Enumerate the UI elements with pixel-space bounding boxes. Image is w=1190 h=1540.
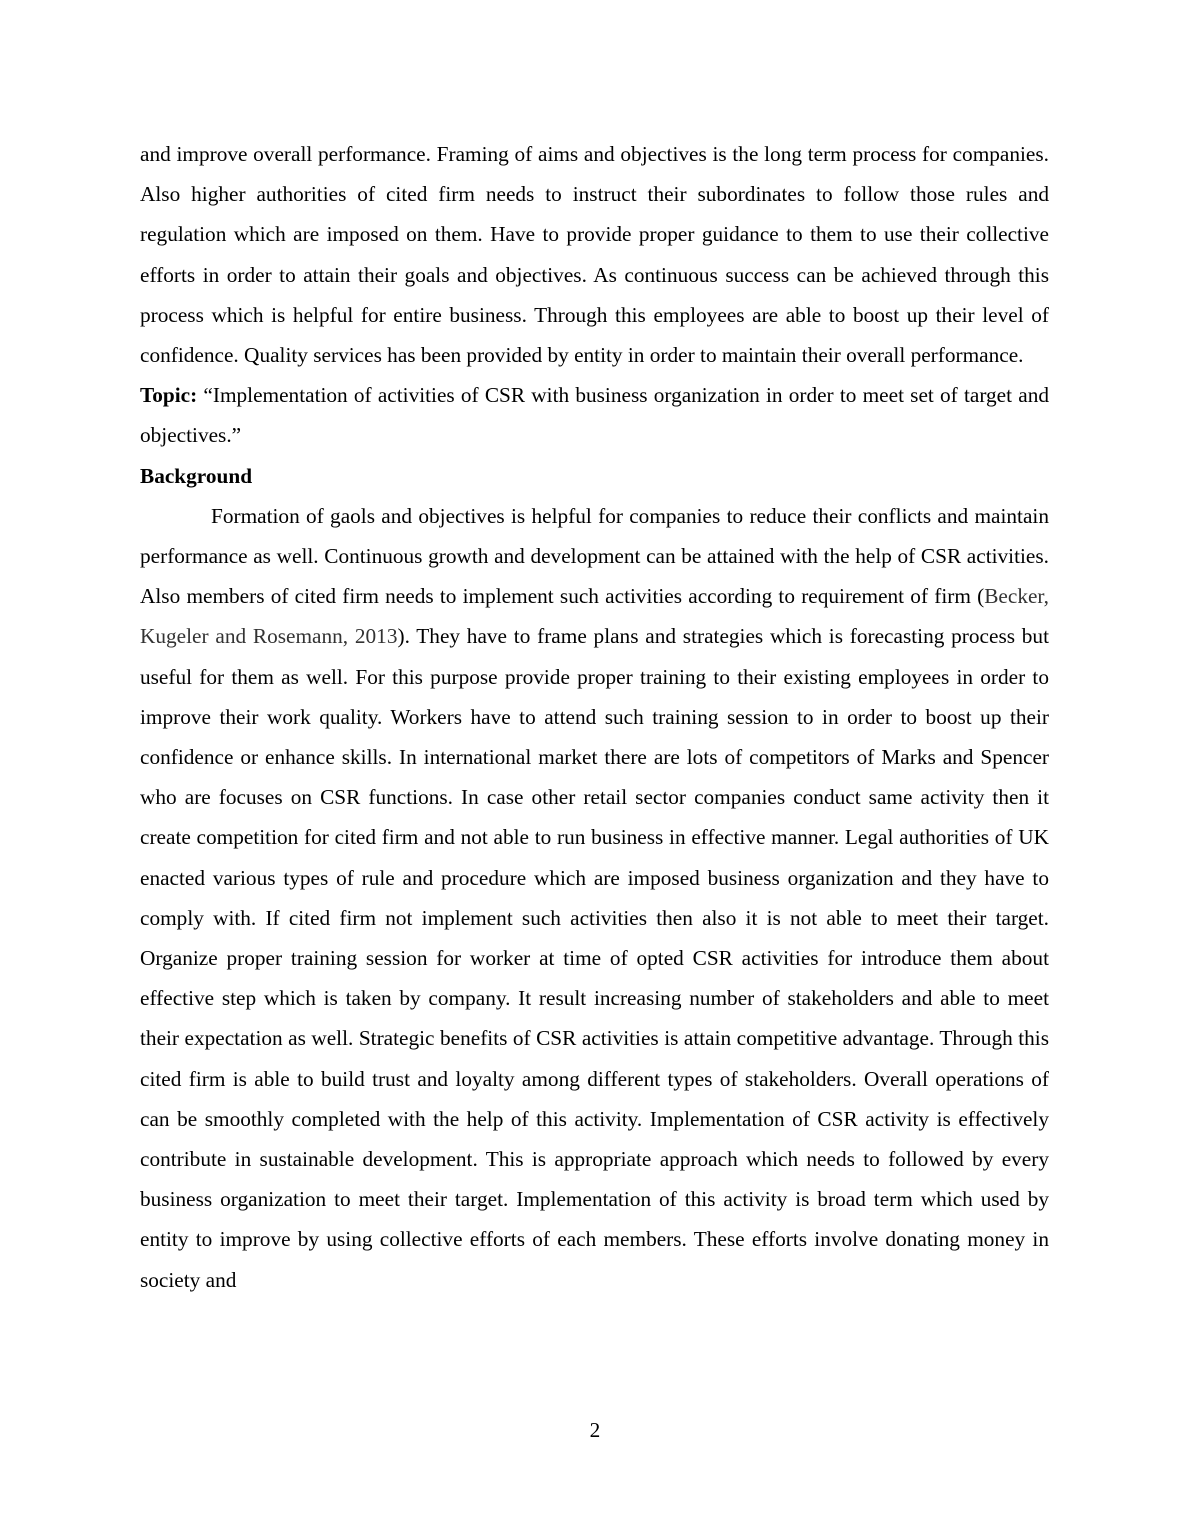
page-number: 2: [589, 1418, 601, 1442]
citation-link: Becker, Kugeler and Rosemann, 2013: [140, 584, 1049, 649]
background-text-part1: Formation of gaols and objectives is helpful for companies to reduce their conflicts and maintain performance as well. Continuous growth and development can be attained with the help of CSR activities. Also members of cited firm needs to implement such activities according to requirement of firm (: [140, 503, 1049, 609]
topic-paragraph: [140, 375, 1049, 455]
background-paragraph: [140, 496, 1049, 1300]
topic-label: Topic:: [140, 383, 198, 408]
paragraph-intro: and improve overall performance. Framing of aims and objectives is the long term process for companies. Also higher authorities of cited firm needs to instruct their subordinates to follow those rules and regulation which are imposed on them. Have to provide proper guidance to them to use their collective efforts in order to attain their goals and objectives. As continuous success can be achieved through this process which is helpful for entire business. Through this employees are able to boost up their level of confidence. Quality services has been provided by entity in order to maintain their overall performance.: [140, 142, 1049, 368]
document-body: [140, 134, 1049, 1300]
topic-text: “Implementation of activities of CSR with business organization in order to meet set of target and objectives.”: [140, 383, 1049, 448]
background-text-part2: ). They have to frame plans and strategies which is forecasting process but useful for them as well. For this purpose provide proper training to their existing employees in order to improve their work quality. Workers have to attend such training session to in order to boost up their confidence or enhance skills. In international market there are lots of competitors of Marks and Spencer who are focuses on CSR functions. In case other retail sector companies conduct same activity then it create competition for cited firm and not able to run business in effective manner. Legal authorities of UK enacted various types of rule and procedure which are imposed business organization and they have to comply with. If cited firm not implement such activities then also it is not able to meet their target. Organize proper training session for worker at time of opted CSR activities for introduce them about effective step which is taken by company. It result increasing number of stakeholders and able to meet their expectation as well. Strategic benefits of CSR activities is attain competitive advantage. Through this cited firm is able to build trust and loyalty among different types of stakeholders. Overall operations of can be smoothly completed with the help of this activity. Implementation of CSR activity is effectively contribute in sustainable development. This is appropriate approach which needs to followed by every business organization to meet their target. Implementation of this activity is broad term which used by entity to improve by using collective efforts of each members. These efforts involve donating money in society and: [140, 624, 1049, 1292]
background-heading: Background: [140, 463, 253, 488]
